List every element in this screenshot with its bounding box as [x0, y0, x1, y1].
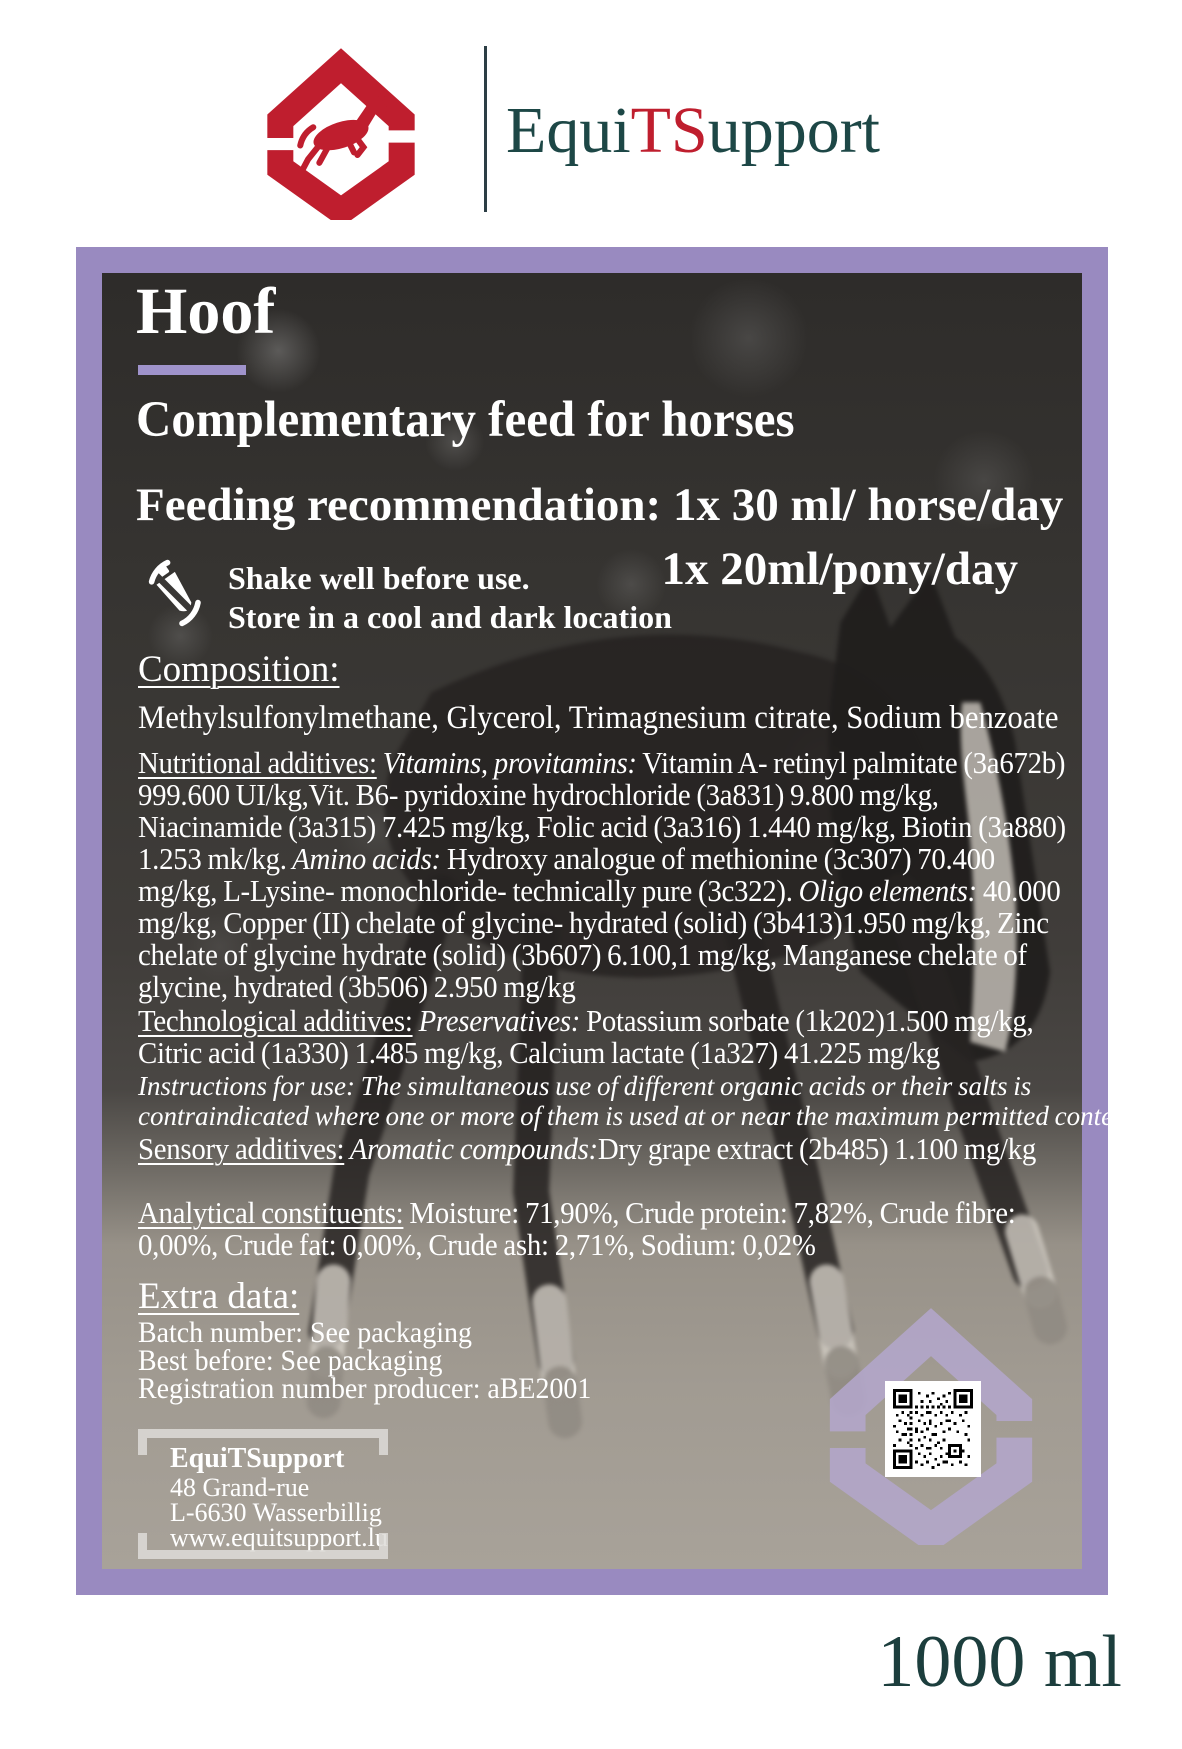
qr-code — [885, 1381, 981, 1477]
composition-body: Methylsulfonylmethane, Glycerol, Trimagnesium citrate, Sodium benzoate — [138, 700, 1059, 736]
sensory-heading: Sensory additives: — [138, 1131, 345, 1166]
feeding-recommendation-line2: 1x 20ml/pony/day — [661, 543, 1018, 595]
brand-wordmark — [506, 96, 880, 166]
nutritional-heading: Nutritional additives: — [138, 745, 377, 780]
brand-divider — [484, 46, 487, 212]
amino-acids-label: Amino acids: — [286, 841, 441, 876]
product-name-underline — [138, 365, 246, 375]
extra-data-lines — [138, 1316, 592, 1405]
extra-data-heading: Extra data: — [138, 1276, 300, 1317]
instructions-for-use: Instructions for use: The simultaneous use of different organic acids or their salts is contraindicated where one or more of them is used at or near the maximum permitted content. — [138, 1071, 1141, 1131]
jumping-horse-shield-icon — [232, 38, 450, 220]
storage-line1: Shake well before use. — [228, 560, 530, 596]
vitamins-label: Vitamins, provitamins: — [376, 745, 637, 780]
feeding-recommendation-line1: Feeding recommendation: 1x 30 ml/ horse/day — [136, 479, 1064, 531]
storage-instructions — [228, 559, 672, 637]
producer-address-box — [138, 1429, 388, 1559]
analytical-body: Moisture: 71,90%, Crude protein: 7,82%, Crude fibre: 0,00%, Crude fat: 0,00%, Crude ash: 2,71%, Sodium: 0,02% — [138, 1195, 1016, 1262]
analytical-heading: Analytical constituents: — [138, 1195, 404, 1230]
oligo-elements-label: Oligo elements: — [792, 873, 977, 908]
volume-text: 1000 ml — [877, 1621, 1122, 1703]
wordmark-part-1: Equi — [506, 94, 631, 167]
preservatives-label: Preservatives: — [412, 1003, 581, 1038]
wordmark-part-2: TS — [630, 94, 708, 167]
batch-number-line: Batch number: See packaging — [138, 1316, 472, 1349]
wordmark-part-3: upport — [707, 94, 881, 167]
producer-website: www.equitsupport.lu — [170, 1523, 388, 1552]
amino-acids-text: Hydroxy analogue of methionine (3c307) 70.400 mg/kg, L-Lysine- monochloride- technically pure (3c322). — [138, 841, 995, 908]
vitamins-text: Vitamin A- retinyl palmitate (3a672b) 999.600 UI/kg,Vit. B6- pyridoxine hydrochloride (3a831) 9.800 mg/kg, Niacinamide (3a315) 7.425 mg/kg, Folic acid (3a316) 1.440 mg/kg, Biotin (3a880) 1.253 mk/kg. — [138, 745, 1066, 876]
nutritional-additives-paragraph — [138, 747, 1080, 1003]
producer-city: L-6630 Wasserbillig — [170, 1498, 382, 1527]
registration-number-line: Registration number producer: aBE2001 — [138, 1372, 592, 1405]
product-name: Hoof — [136, 275, 276, 348]
oligo-elements-text: 40.000 mg/kg, Copper (II) chelate of glycine- hydrated (solid) (3b413)1.950 mg/kg, Zinc chelate of glycine hydrate (solid) (3b607) 6.100,1 mg/kg, Manganese chelate of glycine, hydrated (3b506) 2.950 mg/kg — [138, 873, 1061, 1004]
composition-heading: Composition: — [138, 649, 340, 690]
sensory-additives-paragraph — [138, 1133, 1080, 1165]
producer-street: 48 Grand-rue — [170, 1473, 310, 1502]
producer-company-name: EquiTSupport — [170, 1443, 345, 1474]
shake-bottle-icon — [134, 553, 214, 633]
qr-emblem — [812, 1293, 1050, 1545]
product-label — [76, 247, 1141, 1595]
best-before-line: Best before: See packaging — [138, 1344, 443, 1377]
aromatic-label: Aromatic compounds: — [344, 1131, 598, 1166]
analytical-constituents-paragraph — [138, 1197, 1080, 1261]
aromatic-text: Dry grape extract (2b485) 1.100 mg/kg — [597, 1131, 1037, 1166]
technological-heading: Technological additives: — [138, 1003, 413, 1038]
preservatives-text: Potassium sorbate (1k202)1.500 mg/kg, Citric acid (1a330) 1.485 mg/kg, Calcium lactate (1a327) 41.225 mg/kg — [138, 1003, 1034, 1070]
technological-additives-paragraph — [138, 1005, 1080, 1069]
product-subtitle: Complementary feed for horses — [136, 392, 795, 448]
storage-line2: Store in a cool and dark location — [228, 599, 672, 635]
